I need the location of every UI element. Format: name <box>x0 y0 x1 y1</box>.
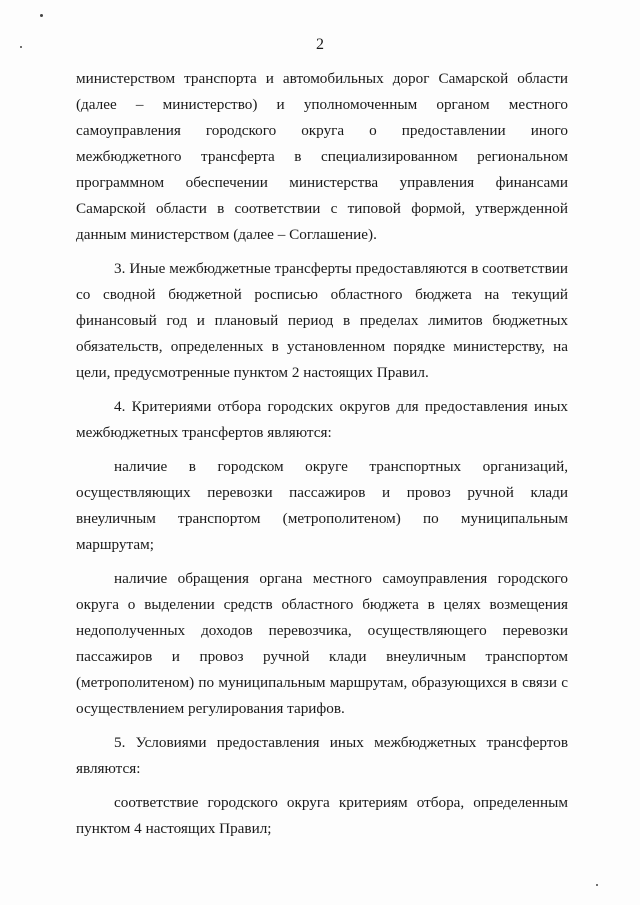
scan-speck <box>596 884 598 886</box>
paragraph-agreement-continuation: министерством транспорта и автомобильных дорог Самарской области (далее – министерство) и уполномоченным органом местного самоуправления городского округа о предоставлении иного межбюджетного трансферта в специализированном региональном программном обеспечении министерства управления финансами Самарской области в соответствии с типовой формой, утвержденной данным министерством (далее – Соглашение). <box>76 70 568 243</box>
scan-speck <box>40 14 43 17</box>
paragraph-condition-1: соответствие городского округа критериям отбора, определенным пунктом 4 настоящих Правил; <box>76 794 568 837</box>
paragraph-item-4: 4. Критериями отбора городских округов для предоставления иных межбюджетных трансфертов являются: <box>76 398 568 441</box>
page-number: 2 <box>316 36 324 53</box>
document-body <box>76 66 568 842</box>
paragraph-criterion-1: наличие в городском округе транспортных организаций, осуществляющих перевозки пассажиров и провоз ручной клади внеуличным транспортом (метрополитеном) по муниципальным маршрутам; <box>76 458 568 553</box>
paragraph-item-3: 3. Иные межбюджетные трансферты предоставляются в соответствии со сводной бюджетной росписью областного бюджета на текущий финансовый год и плановый период в пределах лимитов бюджетных обязательств, определенных в установленном порядке министерству, на цели, предусмотренные пунктом 2 настоящих Правил. <box>76 260 568 381</box>
paragraph-item-5: 5. Условиями предоставления иных межбюджетных трансфертов являются: <box>76 734 568 777</box>
paragraph-criterion-2: наличие обращения органа местного самоуправления городского округа о выделении средств областного бюджета в целях возмещения недополученных доходов перевозчика, осуществляющего перевозки пассажиров и провоз ручной клади внеуличным транспортом (метрополитеном) по муниципальным маршрутам, образующихся в связи с осуществлением регулирования тарифов. <box>76 570 568 717</box>
